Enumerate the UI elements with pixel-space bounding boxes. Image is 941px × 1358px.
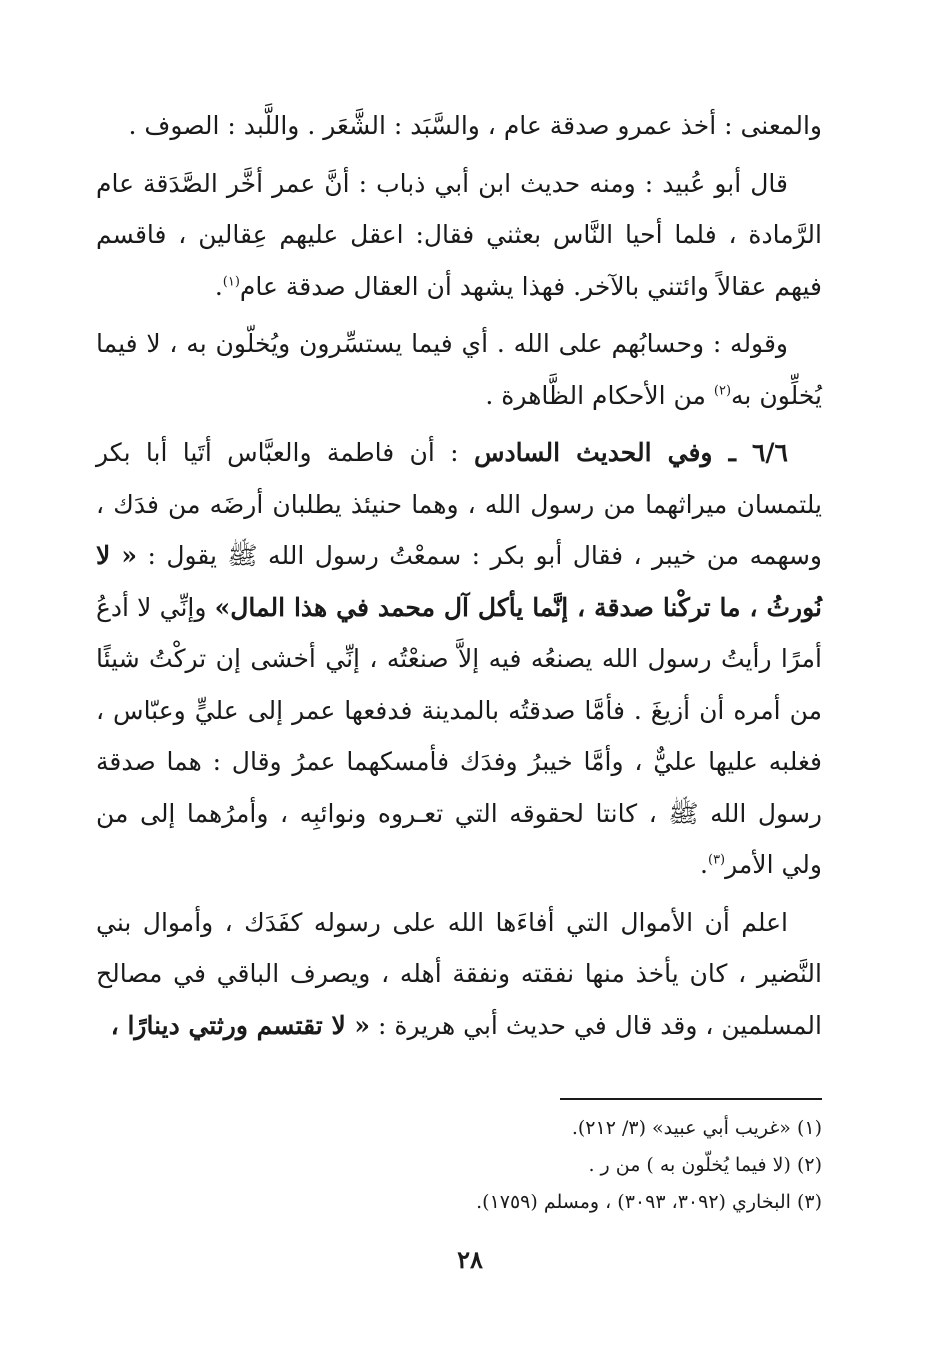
paragraph-5	[96, 897, 822, 1052]
paragraph-2-text: قال أبو عُبيد : ومنه حديث ابن أبي ذباب : أنَّ عمر أخَّر الصَّدَقة عام الرَّمادة ، فلما أحيا النَّاس بعثني فقال: اعقل عليهم عِقالين ، فاقسم فيهم عقالاً وائتني بالآخر. فهذا يشهد أن العقال صدقة عام	[96, 168, 822, 301]
hadith-quote: « لا نُورثُ ، ما تركْنا صدقة ، إنَّما يأكل آل محمد في هذا المال»	[96, 541, 822, 622]
main-text	[96, 100, 822, 1057]
paragraph-2-end: .	[214, 271, 223, 301]
footnote-ref-2[interactable]: (٢)	[713, 383, 732, 399]
paragraph-4-text-b: وإنِّي لا أدعُ أمرًا رأيتُ رسول الله يصنعُه فيه إلاَّ صنعْتُه ، إنِّي أخشى إن تركْتُ شيئًا من أمره أن أزيغَ . فأمَّا صدقتُه بالمدينة فدفعها عمر إلى عليٍّ وعبّاس ، فغلبه عليها عليٌّ ، وأمَّا خيبرُ وفدَك فأمسكهما عمرُ وقال : هما صدقة رسول الله ﷺ ، كانتا لحقوقه التي تعـروه ونوائبِه ، وأمرُهما إلى من ولي الأمر	[96, 592, 822, 879]
footnote-1: (١) «غريب أبي عبيد» (٣/ ٢١٢).	[571, 1117, 822, 1139]
paragraph-3	[96, 318, 822, 421]
footnote-2: (٢) (لا فيما يُخلّون به ) من ر .	[588, 1154, 822, 1176]
footnotes	[360, 1110, 822, 1221]
footnote-ref-1[interactable]: (١)	[222, 274, 240, 290]
paragraph-4-text-a: : أن فاطمة والعبَّاس أتَيا أبا بكر يلتمسان ميراثهما من رسول الله ، وهما حنيئذ يطلبان أرضَه من فدَك ، وسهمه من خيبر ، فقال أبو بكر : سمعْتُ رسول الله ﷺ يقول :	[96, 438, 822, 570]
paragraph-4	[96, 427, 822, 891]
paragraph-5-text: اعلم أن الأموال التي أفاءَها الله على رسوله كفَدَك ، وأموال بني النَّضير ، كان يأخذ منها نفقته ونفقة أهله ، ويصرف الباقي في مصالح المسلمين ، وقد قال في حديث أبي هريرة :	[96, 907, 822, 1040]
hadith-heading: ٦/٦ ـ وفي الحديث السادس	[473, 438, 788, 467]
page-number: ٢٨	[457, 1245, 483, 1274]
paragraph-2	[96, 158, 822, 313]
footnote-ref-3[interactable]: (٣)	[707, 852, 726, 868]
footnote-3: (٣) البخاري (٣٠٩٢، ٣٠٩٣) ، ومسلم (١٧٥٩).	[476, 1191, 822, 1213]
hadith-quote-2: « لا تقتسم ورثتي دينارًا ،	[110, 1010, 371, 1040]
paragraph-4-end: .	[700, 850, 708, 879]
paragraph-3-text-b: من الأحكام الظَّاهرة .	[485, 380, 714, 410]
paragraph-1	[96, 100, 822, 152]
paragraph-1-text: والمعنى : أخذ عمرو صدقة عام ، والسَّبَد : الشَّعَر . واللَّبد : الصوف .	[128, 111, 822, 140]
paragraph-3-text-a: وقوله : وحسابُهم على الله . أي فيما يستسِّرون ويُخلّون به ، لا فيما يُخلِّون به	[96, 329, 822, 410]
footnote-divider	[560, 1098, 822, 1100]
